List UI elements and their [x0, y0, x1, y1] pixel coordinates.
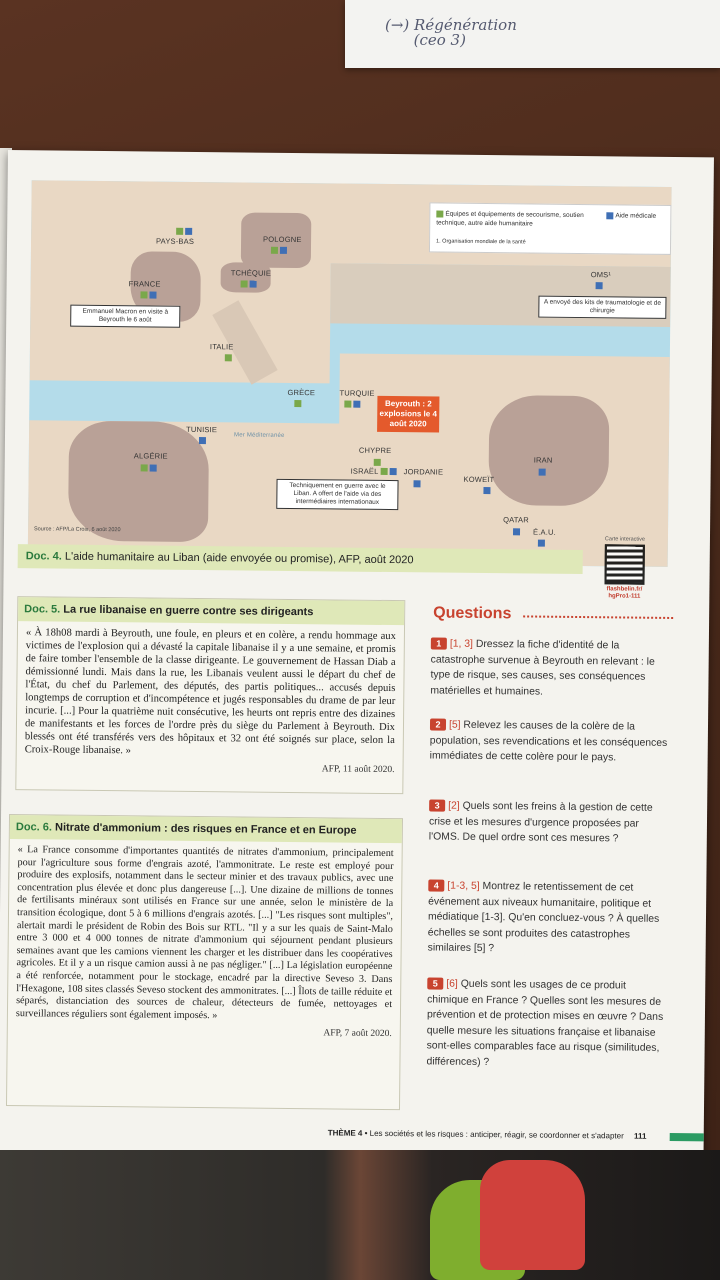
country-label: JORDANIE	[403, 467, 444, 477]
country-label: POLOGNE	[263, 234, 302, 245]
country-label: OMS¹	[590, 270, 612, 280]
qr-link-2[interactable]: hgPro1-111	[608, 593, 641, 600]
footer-theme: THÈME 4 •	[327, 1128, 368, 1138]
country-label: ALGÉRIE	[133, 451, 168, 461]
footer-text: Les sociétés et les risques : anticiper, réagir, se coordonner et s'adapter	[369, 1128, 624, 1141]
question-ref: [2]	[448, 800, 460, 812]
question-ref: [1-3, 5]	[447, 880, 480, 892]
question-number-badge: 4	[428, 879, 444, 891]
sea-label: Mer Méditerranée	[233, 432, 285, 439]
legend-item-1: Équipes et équipements de secourisme, soutien technique, autre aide humanitaire	[436, 210, 584, 228]
question-number-badge: 2	[430, 718, 446, 730]
legend-blue-swatch	[606, 212, 613, 219]
questions-divider	[523, 615, 673, 619]
question-number-badge: 1	[431, 637, 447, 649]
country-label: PAYS-BAS	[156, 236, 195, 246]
question-text: Quels sont les usages de ce produit chimique en France ? Quelles sont les mesures de prévention et de protection mises en œuvre ? Dans quelle mesure les situations française et libanaise sont-elles comparables face au risque (similitudes, différences) ?	[426, 978, 664, 1068]
doc5-body: « À 18h08 mardi à Beyrouth, une foule, en pleurs et en colère, a rendu hommage aux victimes de l'explosion qui a dévasté la capitale libanaise il y a une semaine, et promis de faire tomber l'ensemble de la classe dirigeante. Le gouvernement de Hassan Diab a démissionné lundi. Mais dans la rue, les Libanais veulent aussi le départ du chef de l'État, du chef du Parlement, des députés, des partis politiques... accusés depuis longtemps de corruption et d'incompétence et jugés responsables du drame de par leur incurie. [...] Pour la quatrième nuit consécutive, les heurts ont repris entre des dizaines de manifestants et les forces de l'ordre près du siège du Parlement à Beyrouth. Dix blessés ont été transférés vers des hôpitaux et 32 ont été soignés sur place, selon la Croix-Rouge libanaise. »	[24, 627, 396, 757]
beyrouth-marker: Beyrouth : 2 explosions le 4 août 2020	[377, 396, 439, 433]
question-item	[429, 798, 667, 847]
country-label: FRANCE	[128, 279, 161, 289]
doc5-source: AFP, 11 août 2020.	[321, 764, 395, 776]
footer-accent-bar	[670, 1133, 704, 1141]
question-number-badge: 5	[427, 977, 443, 989]
doc4-title: L'aide humanitaire au Liban (aide envoyée ou promise), AFP, août 2020	[64, 550, 414, 567]
country-label: É.A.U.	[532, 527, 556, 537]
country-label: ISRAËL	[350, 466, 379, 476]
doc5-number: Doc. 5.	[24, 603, 61, 616]
textbook-page	[0, 150, 714, 1167]
question-item	[430, 717, 668, 766]
question-ref: [6]	[446, 978, 458, 990]
doc6-header	[10, 815, 402, 843]
question-item	[430, 636, 669, 700]
question-text: Montrez le retentissement de cet événement aux niveaux humanitaire, politique et médiatique [1-3]. Qu'en concluez-vous ? À quelles échelles se sont produites des catastrophes similaires [5] ?	[427, 881, 660, 955]
page-number: 111	[633, 1131, 647, 1141]
doc4-number: Doc. 4.	[25, 550, 62, 563]
doc5-header	[18, 597, 404, 625]
doc6-box	[6, 814, 403, 1110]
question-item	[426, 976, 665, 1071]
doc5-title: La rue libanaise en guerre contre ses dirigeants	[63, 603, 314, 619]
qr-code-icon[interactable]	[604, 544, 644, 584]
doc6-number: Doc. 6.	[15, 821, 53, 834]
map-source: Source : AFP/La Croix, 6 août 2020	[33, 526, 121, 534]
callout-oms: A envoyé des kits de traumatologie et de chirurgie	[538, 296, 666, 319]
question-number-badge: 3	[429, 799, 445, 811]
doc6-source: AFP, 7 août 2020.	[323, 1028, 392, 1040]
background-cushion	[0, 1150, 720, 1280]
country-label: TUNISIE	[186, 424, 218, 435]
country-label: TCHÉQUIE	[230, 268, 272, 278]
aid-map	[25, 180, 672, 567]
doc6-body: « La France consomme d'importantes quantités de nitrates d'ammonium, principalement pour l'agriculture sous forme d'engrais azoté, l'ammonitrate. Le reste est employé pour produire des explosifs, notamment dans le secteur minier et des travaux publics, avec une concentration plus élevée et donc plus dangereuse [...]. Une dizaine de millions de tonnes de fertilisants minéraux sont utilisés en France sur une année, selon le ministère de la transition écologique, dont 5 à 6 millions d'engrais azotés. [...] "Les risques sont multiples", alertait mardi le président de Robin des Bois sur RTL. "Il y a sur les quais de Saint-Malo entre 3 000 et 4 000 tonnes de nitrate d'ammonium qui séjournent pendant plusieurs semaines avant que les camions viennent les charger et les distribuer dans les coopératives agricoles. Et il y a un risque camion aussi à ne pas négliger." [...] La législation européenne a été renforcée, notamment pour le stockage, encadré par la directive Seveso 3. Dans l'Hexagone, 108 sites classés Seveso stockent des ammonitrates. [...] Îlots de taille réduite et séparés, distanciation des sources de chaleur, détecteurs de fumée, nettoyages et surveillances réguliers sont également imposés. »	[15, 844, 394, 1021]
question-text: Quels sont les freins à la gestion de cette crise et les mesures d'urgence proposées par l'OMS. De quel ordre sont ces mesures ?	[428, 800, 653, 845]
doc6-title: Nitrate d'ammonium : des risques en France et en Europe	[54, 821, 357, 837]
country-label: ITALIE	[209, 342, 234, 352]
question-ref: [1, 3]	[449, 638, 474, 650]
country-label: QATAR	[503, 515, 529, 525]
shoe-red	[480, 1160, 585, 1270]
question-item	[428, 878, 667, 958]
questions-title: Questions	[433, 604, 512, 623]
legend-item-3: 1. Organisation mondiale de la santé	[436, 238, 526, 246]
question-ref: [5]	[448, 719, 461, 731]
country-label: KOWEÏT	[463, 474, 495, 485]
doc5-box	[15, 596, 405, 794]
sticky-note-text: (→) Régénération (ceo 3)	[385, 16, 517, 49]
qr-link-1[interactable]: flashbelin.fr/	[606, 586, 643, 593]
legend-green-swatch	[436, 210, 443, 217]
legend-item-2: Aide médicale	[615, 212, 657, 220]
country-label: TURQUIE	[339, 388, 375, 398]
question-text: Relevez les causes de la colère de la population, ses revendications et les conséquences immédiates de cette colère pour le pays.	[429, 719, 668, 764]
country-label: IRAN	[533, 455, 553, 465]
qr-block[interactable]	[595, 536, 654, 607]
doc4-caption	[18, 544, 583, 574]
question-text: Dressez la fiche d'identité de la catastrophe survenue à Beyrouth en relevant : le type de risque, ses causes, ses conséquences matérielles et humaines.	[430, 638, 655, 698]
callout-israel: Techniquement en guerre avec le Liban. A offert de l'aide via des intermédiaires internationaux	[276, 479, 398, 510]
country-label: GRÈCE	[287, 387, 316, 398]
map-legend	[429, 202, 672, 255]
country-label: CHYPRE	[358, 445, 392, 456]
page-footer	[328, 1128, 647, 1140]
callout-macron: Emmanuel Macron en visite à Beyrouth le 6 août	[70, 305, 180, 328]
qr-label: Carte interactive	[604, 536, 646, 543]
